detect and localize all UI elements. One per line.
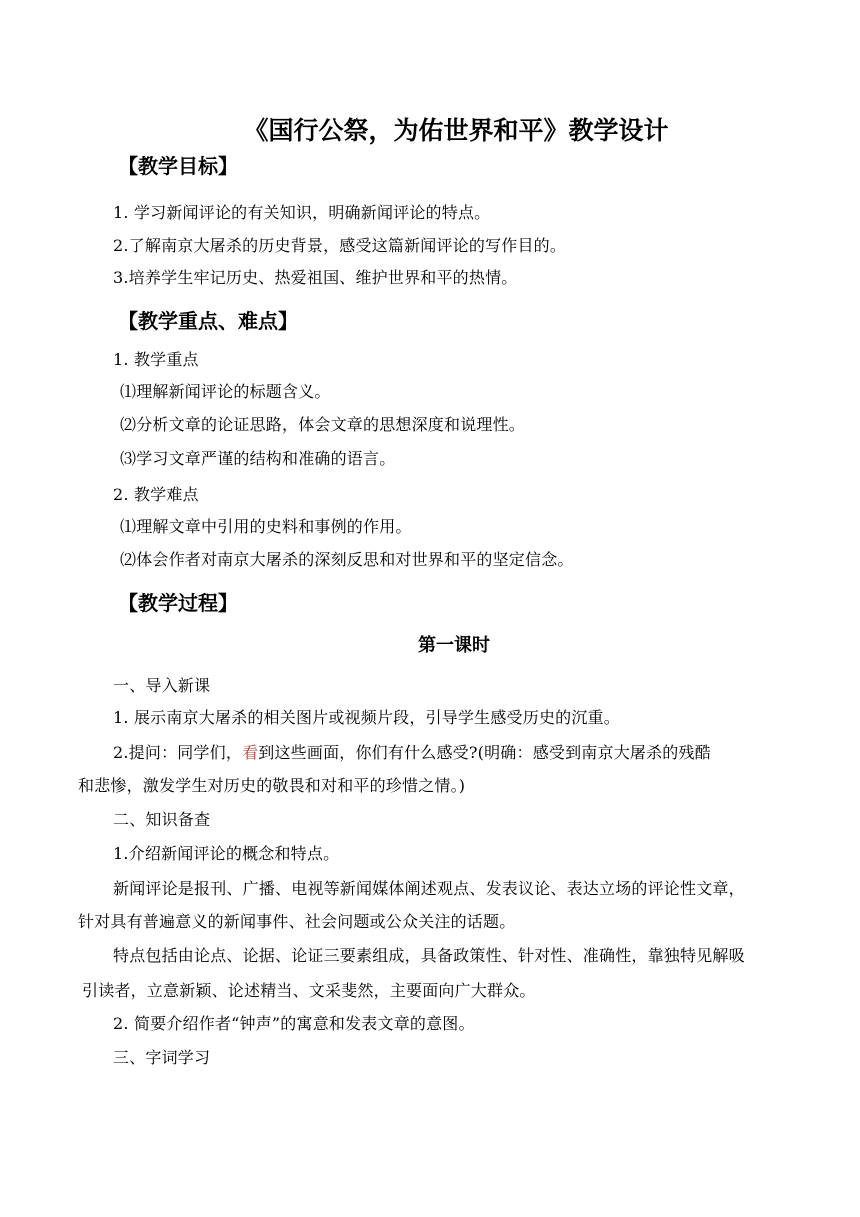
- document-title: 《国行公祭，为佑世界和平》教学设计: [243, 116, 669, 145]
- focus-item-2: ⑵分析文章的论证思路，体会文章的思想深度和说理性。: [120, 415, 526, 434]
- part2-title: 二、知识备查: [113, 810, 211, 829]
- part1-item-1: 1. 展示南京大屠杀的相关图片或视频片段，引导学生感受历史的沉重。: [113, 708, 620, 727]
- part2-item-2: 2. 简要介绍作者“钟声”的寓意和发表文章的意图。: [113, 1014, 475, 1033]
- focus-item-1: ⑴理解新闻评论的标题含义。: [120, 382, 331, 401]
- part2-para2-line2: 引读者，立意新颖、论述精当、文采斐然，主要面向广大群众。: [82, 981, 536, 1000]
- focus-title: 1. 教学重点: [113, 350, 199, 369]
- part1-item-2-cont: 和悲惨，激发学生对历史的敬畏和对和平的珍惜之情。): [78, 776, 466, 795]
- section-heading-keypoints: 【教学重点、难点】: [118, 309, 298, 333]
- part1-item-2-pre: 2.提问：同学们，: [113, 743, 243, 762]
- goal-item-1: 1. 学习新闻评论的有关知识，明确新闻评论的特点。: [113, 203, 491, 222]
- lesson-title: 第一课时: [418, 635, 490, 656]
- difficulty-title: 2. 教学难点: [113, 485, 199, 504]
- difficulty-item-1: ⑴理解文章中引用的史料和事例的作用。: [120, 517, 412, 536]
- part2-item-1: 1.介绍新闻评论的概念和特点。: [113, 844, 340, 863]
- part3-title: 三、字词学习: [113, 1048, 211, 1067]
- goal-item-3: 3.培养学生牢记历史、热爱祖国、维护世界和平的热情。: [113, 268, 518, 287]
- goal-item-2: 2.了解南京大屠杀的历史背景，感受这篇新闻评论的写作目的。: [113, 236, 567, 255]
- difficulty-item-2: ⑵体会作者对南京大屠杀的深刻反思和对世界和平的坚定信念。: [120, 550, 574, 569]
- section-heading-goals: 【教学目标】: [118, 154, 238, 178]
- part2-para1-line2: 针对具有普遍意义的新闻事件、社会问题或公众关注的话题。: [78, 912, 516, 931]
- part1-item-2-post: 到这些画面，你们有什么感受?(明确：感受到南京大屠杀的残酷: [258, 743, 711, 762]
- part1-title: 一、导入新课: [113, 676, 211, 695]
- part1-item-2: [113, 743, 711, 763]
- part2-para1-line1: 新闻评论是报刊、广播、电视等新闻媒体阐述观点、发表议论、表达立场的评论性文章，: [113, 879, 745, 898]
- focus-item-3: ⑶学习文章严谨的结构和准确的语言。: [120, 449, 396, 468]
- highlighted-word: 看: [242, 743, 259, 762]
- part2-para2-line1: 特点包括由论点、论据、论证三要素组成，具备政策性、针对性、准确性，靠独特见解吸: [113, 946, 745, 965]
- section-heading-process: 【教学过程】: [118, 591, 238, 615]
